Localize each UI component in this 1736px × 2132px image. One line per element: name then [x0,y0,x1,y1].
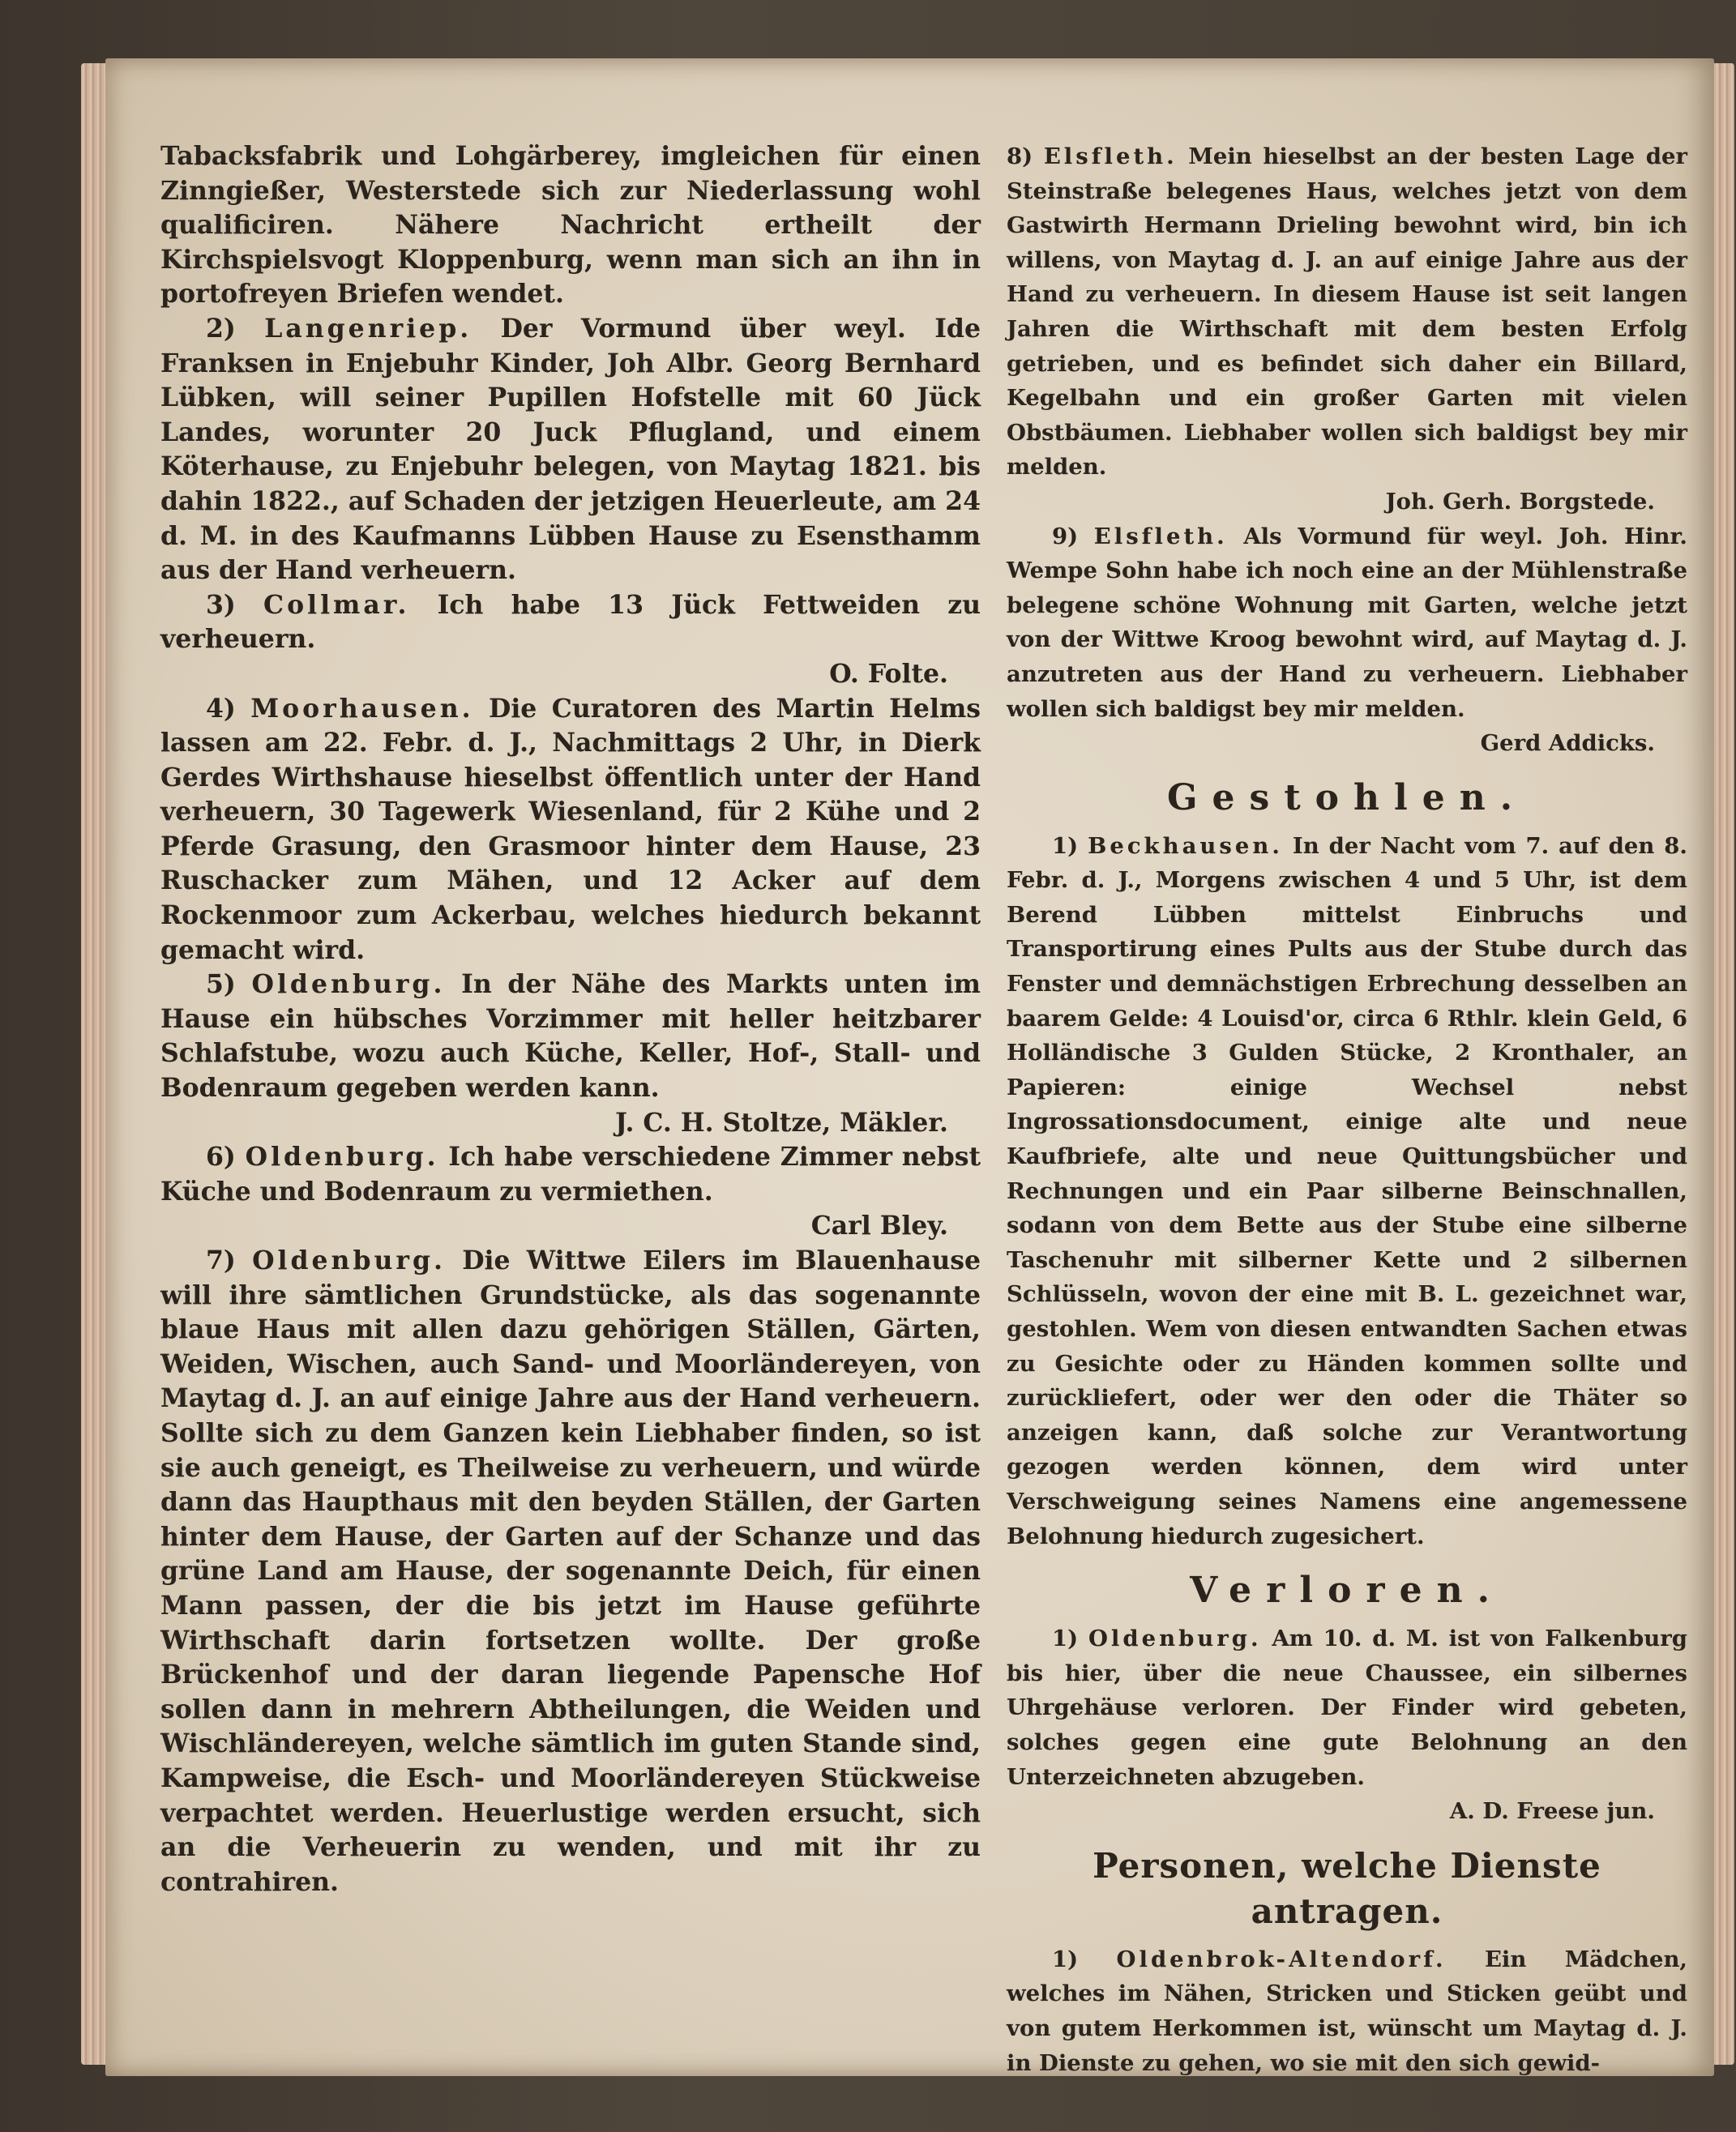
signature-9: Gerd Addicks. [1480,730,1655,757]
signature-6: Carl Bley. [810,1211,948,1241]
notice-5: 5) Oldenburg. In der Nähe des Markts unten im Hause ein hübsches Vorzimmer mit heller heitzbarer Schlafstube, wozu auch Küche, Keller, Hof-, Stall- und Bodenraum gegeben werden kann. [160,969,981,1104]
signature-8: Joh. Gerh. Borgstede. [1385,488,1655,515]
notice-4: 4) Moorhausen. Die Curatoren des Martin Helms lassen am 22. Febr. d. J., Nachmittags 2 Uhr, in Dierk Gerdes Wirthshause hieselbst öffentlich unter der Hand verheuern, 30 Tagewerk Wiesenland, für 2 Kühe und 2 Pferde Grasung, den Grasmoor hinter dem Hause, 23 Ruschacker zum Mähen, und 12 Acker auf dem Rockenmoor zum Ackerbau, welches hiedurch bekannt gemacht wird. [160,693,981,965]
section-heading-services: Personen, welche Dienste antragen. [1092,1845,1601,1931]
section-heading-stolen: Gestohlen. [1166,776,1528,818]
notice-3: 3) Collmar. Ich habe 13 Jück Fettweiden zu verheuern. [160,589,981,655]
left-column [160,139,981,1899]
notice-6: 6) Oldenburg. Ich habe verschiedene Zimmer nebst Küche und Bodenraum zu vermiethen. [160,1142,981,1207]
signature-lost-1: A. D. Freese jun. [1449,1798,1655,1825]
continuation-paragraph: Tabacksfabrik und Lohgärberey, imgleichen für einen Zinngießer, Westerstede sich zur Niederlassung wohl qualificiren. Nähere Nachricht ertheilt der Kirchspielsvogt Kloppenburg, wenn man sich an ihn in portofreyen Briefen wendet. [160,141,981,310]
notice-7: 7) Oldenburg. Die Wittwe Eilers im Blauenhause will ihre sämtlichen Grundstücke, als das sogenannte blaue Haus mit allen dazu gehörigen Ställen, Gärten, Weiden, Wischen, auch Sand- und Moorländereyen, von Maytag d. J. an auf einige Jahre aus der Hand verheuern. Sollte sich zu dem Ganzen kein Liebhaber finden, so ist sie auch geneigt, es Theilweise zu verheuern, und würde dann das Haupthaus mit den beyden Ställen, der Garten hinter dem Hause, der Garten auf der Schanze und das grüne Land am Hause, der sogenannte Deich, für einen Mann passen, der die bis jetzt im Hause geführte Wirthschaft darin fortsetzen wollte. Der große Brückenhof und der daran liegende Papensche Hof sollen dann in mehrern Abtheilungen, die Weiden und Wischländereyen, welche sämtlich im guten Stande sind, Kampweise, die Esch- und Moorländereyen Stückweise verpachtet werden. Heuerlustige werden ersucht, sich an die Verheuerin zu wenden, und mit ihr zu contrahiren. [160,1245,981,1897]
stolen-notice-1: 1) Beckhausen. In der Nacht vom 7. auf den 8. Febr. d. J., Morgens zwischen 4 und 5 Uhr, ist dem Berend Lübben mittelst Einbruchs und Transportirung eines Pults aus der Stube durch das Fenster und demnächstigen Erbrechung desselben an baarem Gelde: 4 Louisd'or, circa 6 Rthlr. klein Geld, 6 Holländische 3 Gulden Stücke, 2 Kronthaler, an Papieren: einige Wechsel nebst Ingrossationsdocument, einige alte und neue Kaufbriefe, alte und neue Quittungsbücher und Rechnungen und ein Paar silberne Beinschnallen, sodann von dem Bette aus der Stube eine silberne Taschenuhr mit silberner Kette und 2 silbernen Schlüsseln, wovon der eine mit B. L. gezeichnet war, gestohlen. Wem von diesen entwandten Sachen etwas zu Gesichte oder zu Händen kommen sollte und zurückliefert, oder wer den oder die Thäter so anzeigen kann, daß solche zur Verantwortung gezogen werden können, dem wird unter Verschweigung seines Namens eine angemessene Belohnung hiedurch zugesichert. [1007,832,1687,1549]
notice-8: 8) Elsfleth. Mein hieselbst an der besten Lage der Steinstraße belegenes Haus, welches jetzt von dem Gastwirth Hermann Drieling bewohnt wird, bin ich willens, von Maytag d. J. an auf einige Jahre aus der Hand zu verheuern. In diesem Hause ist seit langen Jahren die Wirthschaft mit dem besten Erfolg getrieben, und es befindet sich daher ein Billard, Kegelbahn und ein großer Garten mit vielen Obstbäumen. Liebhaber wollen sich baldigst bey mir melden. [1007,143,1687,481]
lost-notice-1: 1) Oldenburg. Am 10. d. M. ist von Falkenburg bis hier, über die neue Chaussee, ein silbernes Uhrgehäuse verloren. Der Finder wird gebeten, solches gegen eine gute Belohnung an den Unterzeichneten abzugeben. [1007,1626,1687,1790]
service-notice-1: 1) Oldenbrok-Altendorf. Ein Mädchen, welches im Nähen, Stricken und Sticken geübt und von gutem Herkommen ist, wünscht um Maytag d. J. in Dienste zu gehen, wo sie mit den sich gewid- [1007,1946,1688,2076]
signature-5: J. C. H. Stoltze, Mäkler. [614,1107,948,1138]
right-column [1007,139,1687,2080]
signature-3: O. Folte. [829,658,948,689]
notice-2: 2) Langenriep. Der Vormund über weyl. Ide Franksen in Enjebuhr Kinder, Joh Albr. Georg Bernhard Lübken, will seiner Pupillen Hofstelle mit 60 Jück Landes, worunter 20 Juck Pflugland, und einem Köterhause, zu Enjebuhr belegen, von Maytag 1821. bis dahin 1822., auf Schaden der jetzigen Heuerleute, am 24 d. M. in des Kaufmanns Lübben Hause zu Esensthamm aus der Hand verheuern. [160,313,981,586]
section-heading-lost: Verloren. [1190,1570,1504,1612]
notice-9: 9) Elsfleth. Als Vormund für weyl. Joh. Hinr. Wempe Sohn habe ich noch eine an der Mühlenstraße belegene schöne Wohnung mit Garten, welche jetzt von der Wittwe Kroog bewohnt wird, auf Maytag d. J. anzutreten aus der Hand zu verheuern. Liebhaber wollen sich baldigst bey mir melden. [1007,523,1688,722]
